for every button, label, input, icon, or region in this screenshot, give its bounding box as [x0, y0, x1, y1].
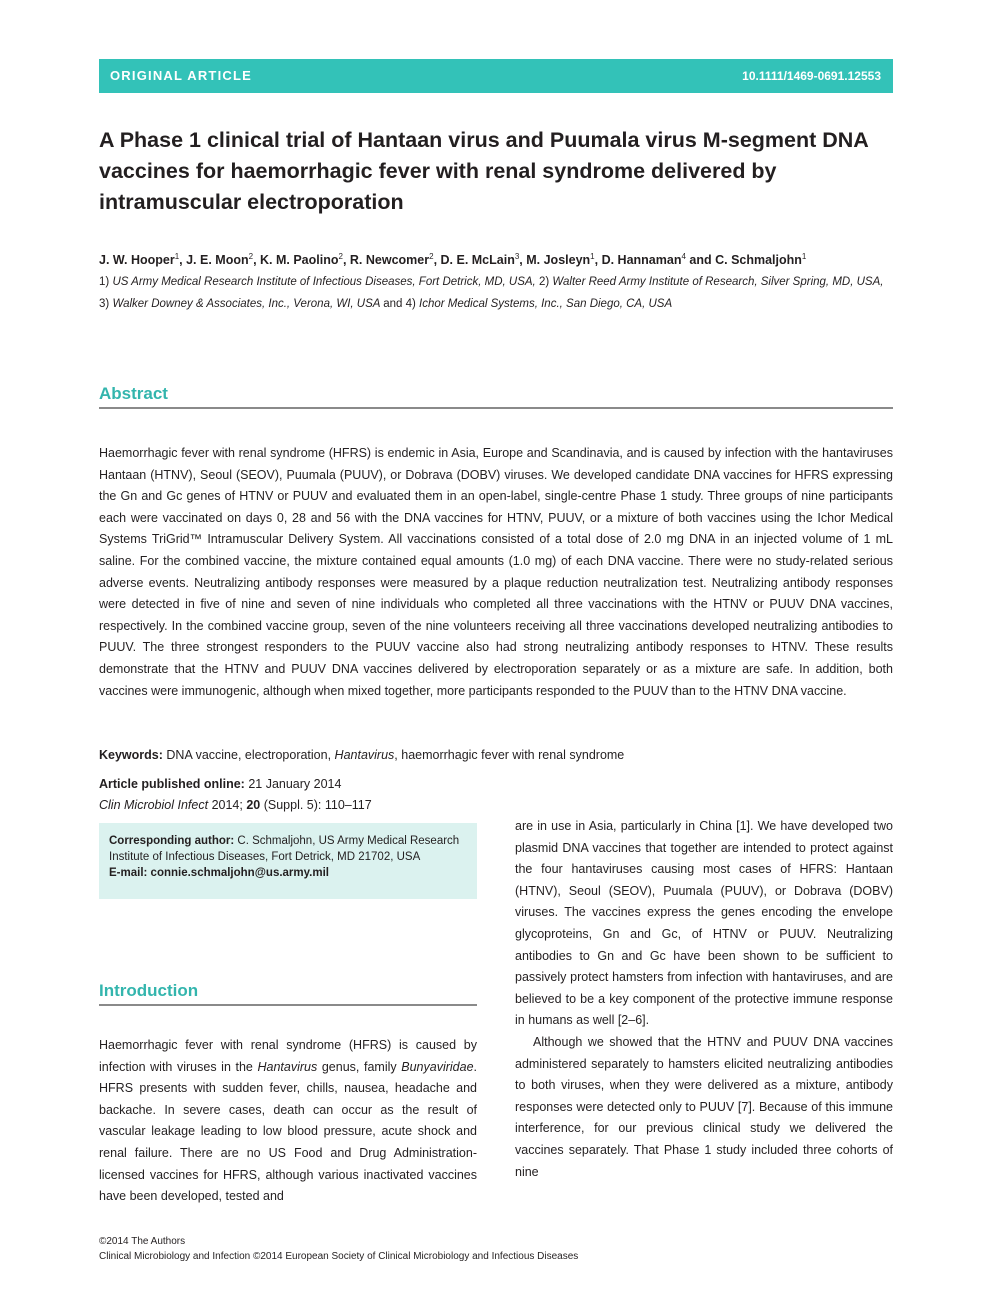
corresponding-author-box: Corresponding author: C. Schmaljohn, US Army Medical Research Institute of Infectious Diseases, Fort Detrick, MD 21702, USA E-mail: connie.schmaljohn@us.army.mil [99, 823, 477, 899]
author: K. M. Paolino [260, 253, 339, 267]
author: J. W. Hooper [99, 253, 175, 267]
affiliation-line: 1) US Army Medical Research Institute of Infectious Diseases, Fort Detrick, MD, USA, 2) Walter Reed Army Institute of Research, Silver Spring, MD, USA, [99, 276, 884, 288]
section-divider [99, 1004, 477, 1006]
doi-link[interactable]: 10.1111/1469-0691.12553 [742, 69, 881, 83]
author-list: J. W. Hooper$^1$, J. E. Moon$^2$, K. M. Paolino$^2$, R. Newcomer$^2$, D. E. McLain$^3$, M. Josleyn$^1$, D. Hannaman$^4$ and C. Schmaljohn$^1$ [99, 252, 807, 267]
keywords: Keywords: DNA vaccine, electroporation, Hantavirus, haemorrhagic fever with renal syndrome [99, 748, 625, 762]
author: D. Hannaman [601, 253, 682, 267]
paragraph: Haemorrhagic fever with renal syndrome (HFRS) is caused by infection with viruses in the Hantavirus genus, family Bunyaviridae. HFRS presents with sudden fever, chills, nausea, headache and backache. In severe cases, death can occur as the result of vascular leakage leading to low blood pressure, acute shock and renal failure. There are no US Food and Drug Administration-licensed vaccines for HFRS, although various inactivated vaccines have been developed, tested and [99, 1038, 477, 1204]
intro-left-column [99, 1035, 477, 1208]
author: D. E. McLain [440, 253, 515, 267]
abstract-text: Haemorrhagic fever with renal syndrome (HFRS) is endemic in Asia, Europe and Scandinavia, and is caused by infection with the hantaviruses Hantaan (HTNV), Seoul (SEOV), Puumala (PUUV), or Dobrava (DOBV) viruses. We developed candidate DNA vaccines for HFRS expressing the Gn and Gc genes of HTNV or PUUV and evaluated them in an open-label, single-centre Phase 1 study. Three groups of nine participants each were vaccinated on days 0, 28 and 56 with the DNA vaccines for HTNV, PUUV, or a mixture of both vaccines using the Ichor Medical Systems TriGrid™ Intramuscular Delivery System. All vaccinations consisted of a total dose of 2.0 mg DNA in an injected volume of 1 mL saline. For the combined vaccine, the mixture contained equal amounts (1.0 mg) of each DNA vaccine. There were no study-related serious adverse events. Neutralizing antibody responses were measured by a plaque reduction neutralization test. Neutralizing antibody responses were detected in five of nine and seven of nine individuals who completed all three vaccinations with the HTNV or PUUV DNA vaccines, respectively. In the combined vaccine group, seven of the nine volunteers receiving all three vaccinations developed neutralizing antibodies to PUUV. The three strongest responders to the PUUV vaccine also had strong neutralizing antibody responses to HTNV. These results demonstrate that the HTNV and PUUV DNA vaccines delivered by electroporation separately or as a mixture are safe. In addition, both vaccines were immunogenic, although when mixed together, more participants responded to the PUUV than to the HTNV DNA vaccine. [99, 446, 893, 698]
published-date: Article published online: 21 January 2014 [99, 777, 342, 791]
abstract-heading: Abstract [99, 384, 168, 403]
author: J. E. Moon [186, 253, 249, 267]
introduction-heading: Introduction [99, 981, 199, 1000]
author: R. Newcomer [349, 253, 430, 267]
article-type-banner [99, 59, 893, 93]
section-divider [99, 407, 893, 409]
email-link[interactable]: connie.schmaljohn@us.army.mil [150, 867, 329, 879]
copyright: ©2014 The Authors [99, 1236, 186, 1247]
affiliation-line: 3) Walker Downey & Associates, Inc., Verona, WI, USA and 4) Ichor Medical Systems, Inc., San Diego, CA, USA [99, 298, 673, 310]
article-title: A Phase 1 clinical trial of Hantaan virus and Puumala virus M-segment DNA vaccines for haemorrhagic fever with renal syndrome delivered by intramuscular electroporation [99, 128, 869, 214]
paragraph: Although we showed that the HTNV and PUUV DNA vaccines administered separately to hamsters elicited neutralizing antibodies to both viruses, when they were delivered as a mixture, antibody responses were detected only to PUUV [7]. Because of this immune interference, for our previous clinical study we delivered the vaccines separately. That Phase 1 study included three cohorts of nine [515, 1034, 893, 1179]
citation: Clin Microbiol Infect 2014; 20 (Suppl. 5): 110–117 [99, 798, 372, 812]
author: M. Josleyn [526, 253, 591, 267]
article-type-label: ORIGINAL ARTICLE [110, 68, 252, 83]
journal-footer: Clinical Microbiology and Infection ©2014 European Society of Clinical Microbiology and Infectious Diseases [99, 1251, 579, 1262]
paragraph: are in use in Asia, particularly in China [1]. We have developed two plasmid DNA vaccines that together are intended to protect against the four hantaviruses causing most cases of HFRS: Hantaan (HTNV), Seoul (SEOV), Puumala (PUUV), or Dobrava (DOBV) viruses. The vaccines express the genes encoding the envelope glycoproteins, Gn and Gc, of HTNV or PUUV. Neutralizing antibodies to Gn and Gc have been shown to be sufficient to passively protect hamsters from infection with hantaviruses, and are believed to be a key component of the protective immune response in humans as well [2–6]. [515, 819, 893, 1028]
intro-right-column [515, 816, 893, 1183]
author: C. Schmaljohn [715, 253, 802, 267]
